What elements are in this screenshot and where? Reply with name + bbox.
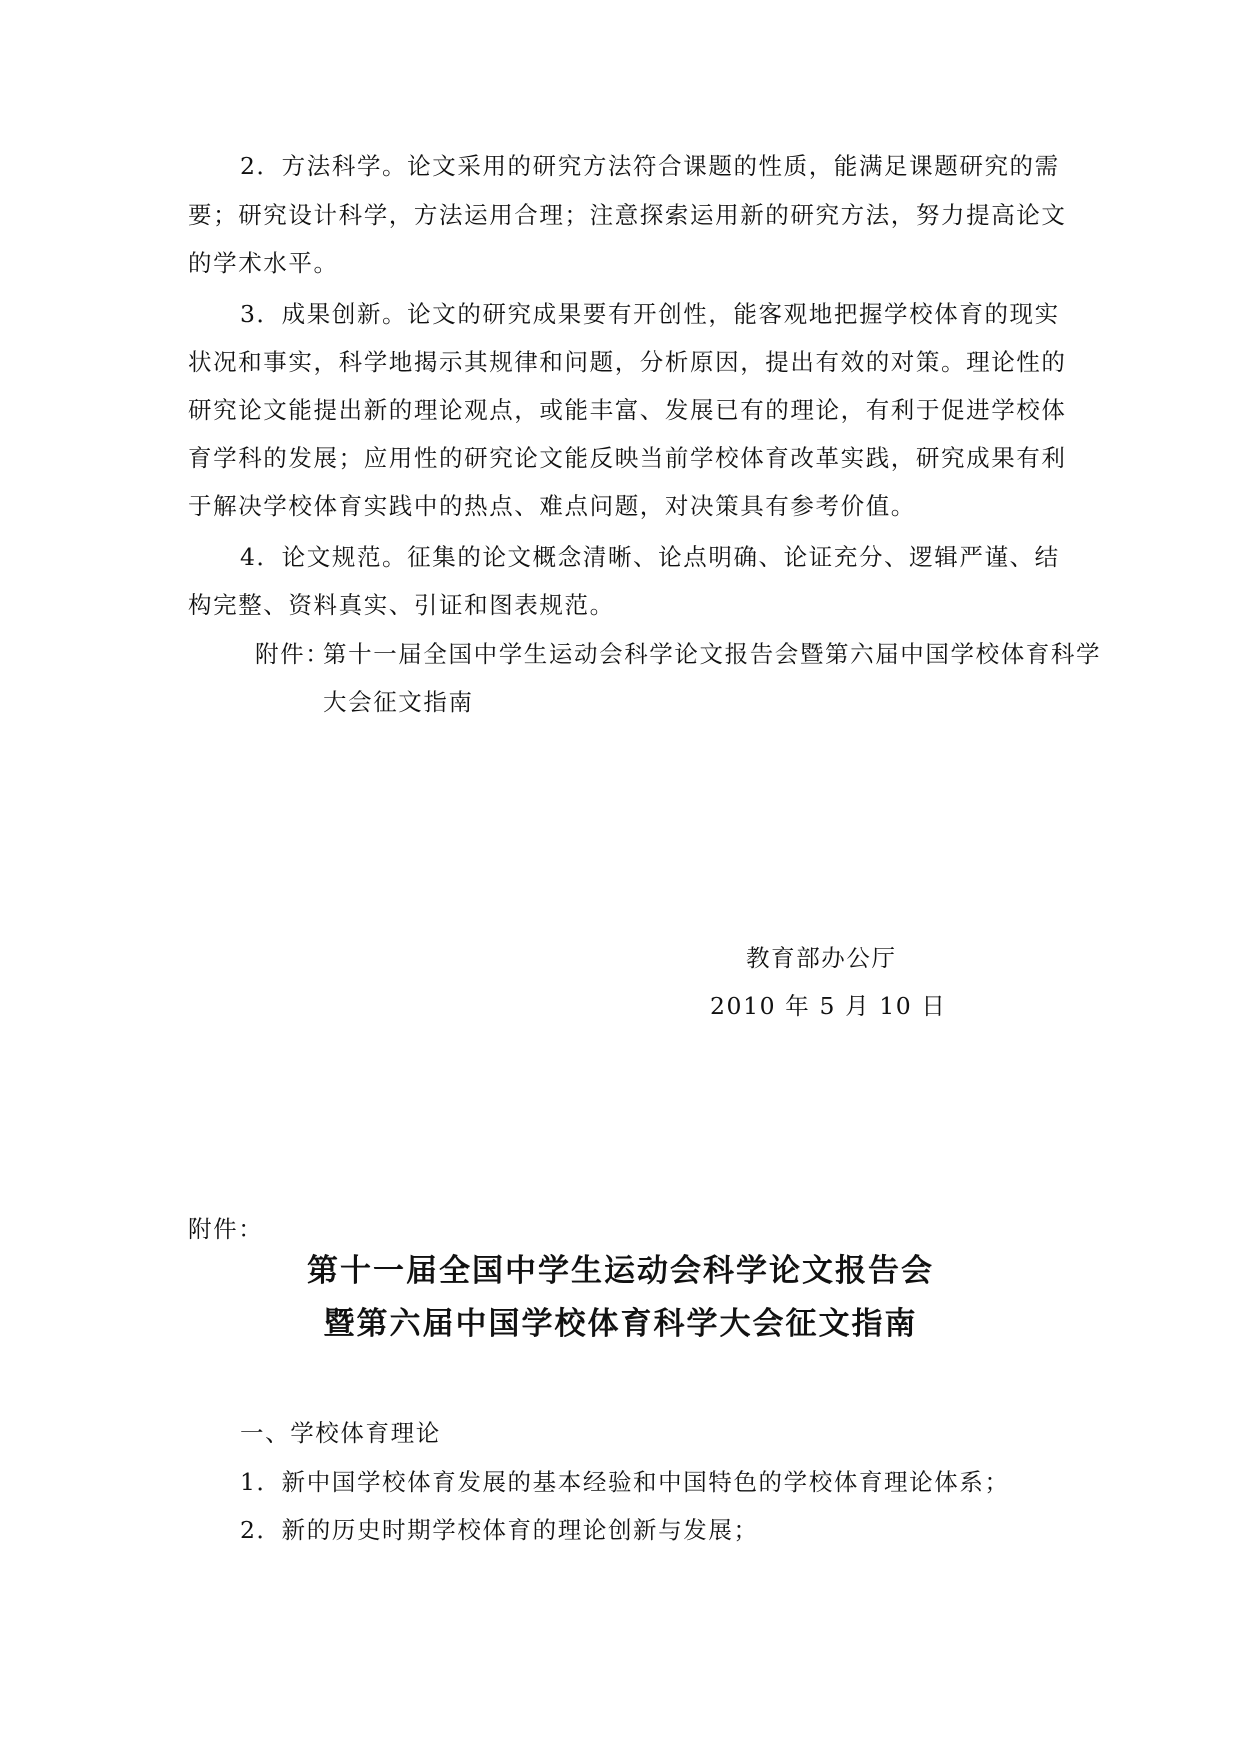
criteria-item2-line1: 2．方法科学。论文采用的研究方法符合课题的性质，能满足课题研究的需 — [240, 152, 1060, 180]
attachment-note-line1: 第十一届全国中学生运动会科学论文报告会暨第六届中国学校体育科学 — [323, 640, 1102, 668]
criteria-item2-line2: 要；研究设计科学，方法运用合理；注意探索运用新的研究方法，努力提高论文 — [188, 201, 1067, 229]
section1-item2: 2．新的历史时期学校体育的理论创新与发展； — [240, 1516, 759, 1544]
appendix-label: 附件： — [188, 1215, 264, 1243]
attachment-note-line2: 大会征文指南 — [323, 688, 474, 716]
criteria-item2-line3: 的学术水平。 — [188, 249, 339, 277]
criteria-item3-line1: 3．成果创新。论文的研究成果要有开创性，能客观地把握学校体育的现实 — [240, 300, 1060, 328]
signature-office: 教育部办公厅 — [746, 944, 897, 972]
criteria-item3-line2: 状况和事实，科学地揭示其规律和问题，分析原因，提出有效的对策。理论性的 — [188, 348, 1067, 376]
appendix-title-line1: 第十一届全国中学生运动会科学论文报告会 — [307, 1253, 934, 1289]
criteria-item4-line1: 4．论文规范。征集的论文概念清晰、论点明确、论证充分、逻辑严谨、结 — [240, 543, 1060, 571]
appendix-title-line2: 暨第六届中国学校体育科学大会征文指南 — [323, 1306, 918, 1342]
criteria-item3-line5: 于解决学校体育实践中的热点、难点问题，对决策具有参考价值。 — [188, 492, 916, 520]
section1-heading: 一、学校体育理论 — [240, 1419, 441, 1447]
criteria-item4-line2: 构完整、资料真实、引证和图表规范。 — [188, 591, 615, 619]
attachment-note-label: 附件： — [255, 640, 331, 668]
section1-item1: 1．新中国学校体育发展的基本经验和中国特色的学校体育理论体系； — [240, 1468, 1010, 1496]
criteria-item3-line3: 研究论文能提出新的理论观点，或能丰富、发展已有的理论，有利于促进学校体 — [188, 396, 1067, 424]
signature-date: 2010 年 5 月 10 日 — [710, 992, 947, 1020]
criteria-item3-line4: 育学科的发展；应用性的研究论文能反映当前学校体育改革实践，研究成果有利 — [188, 444, 1067, 472]
